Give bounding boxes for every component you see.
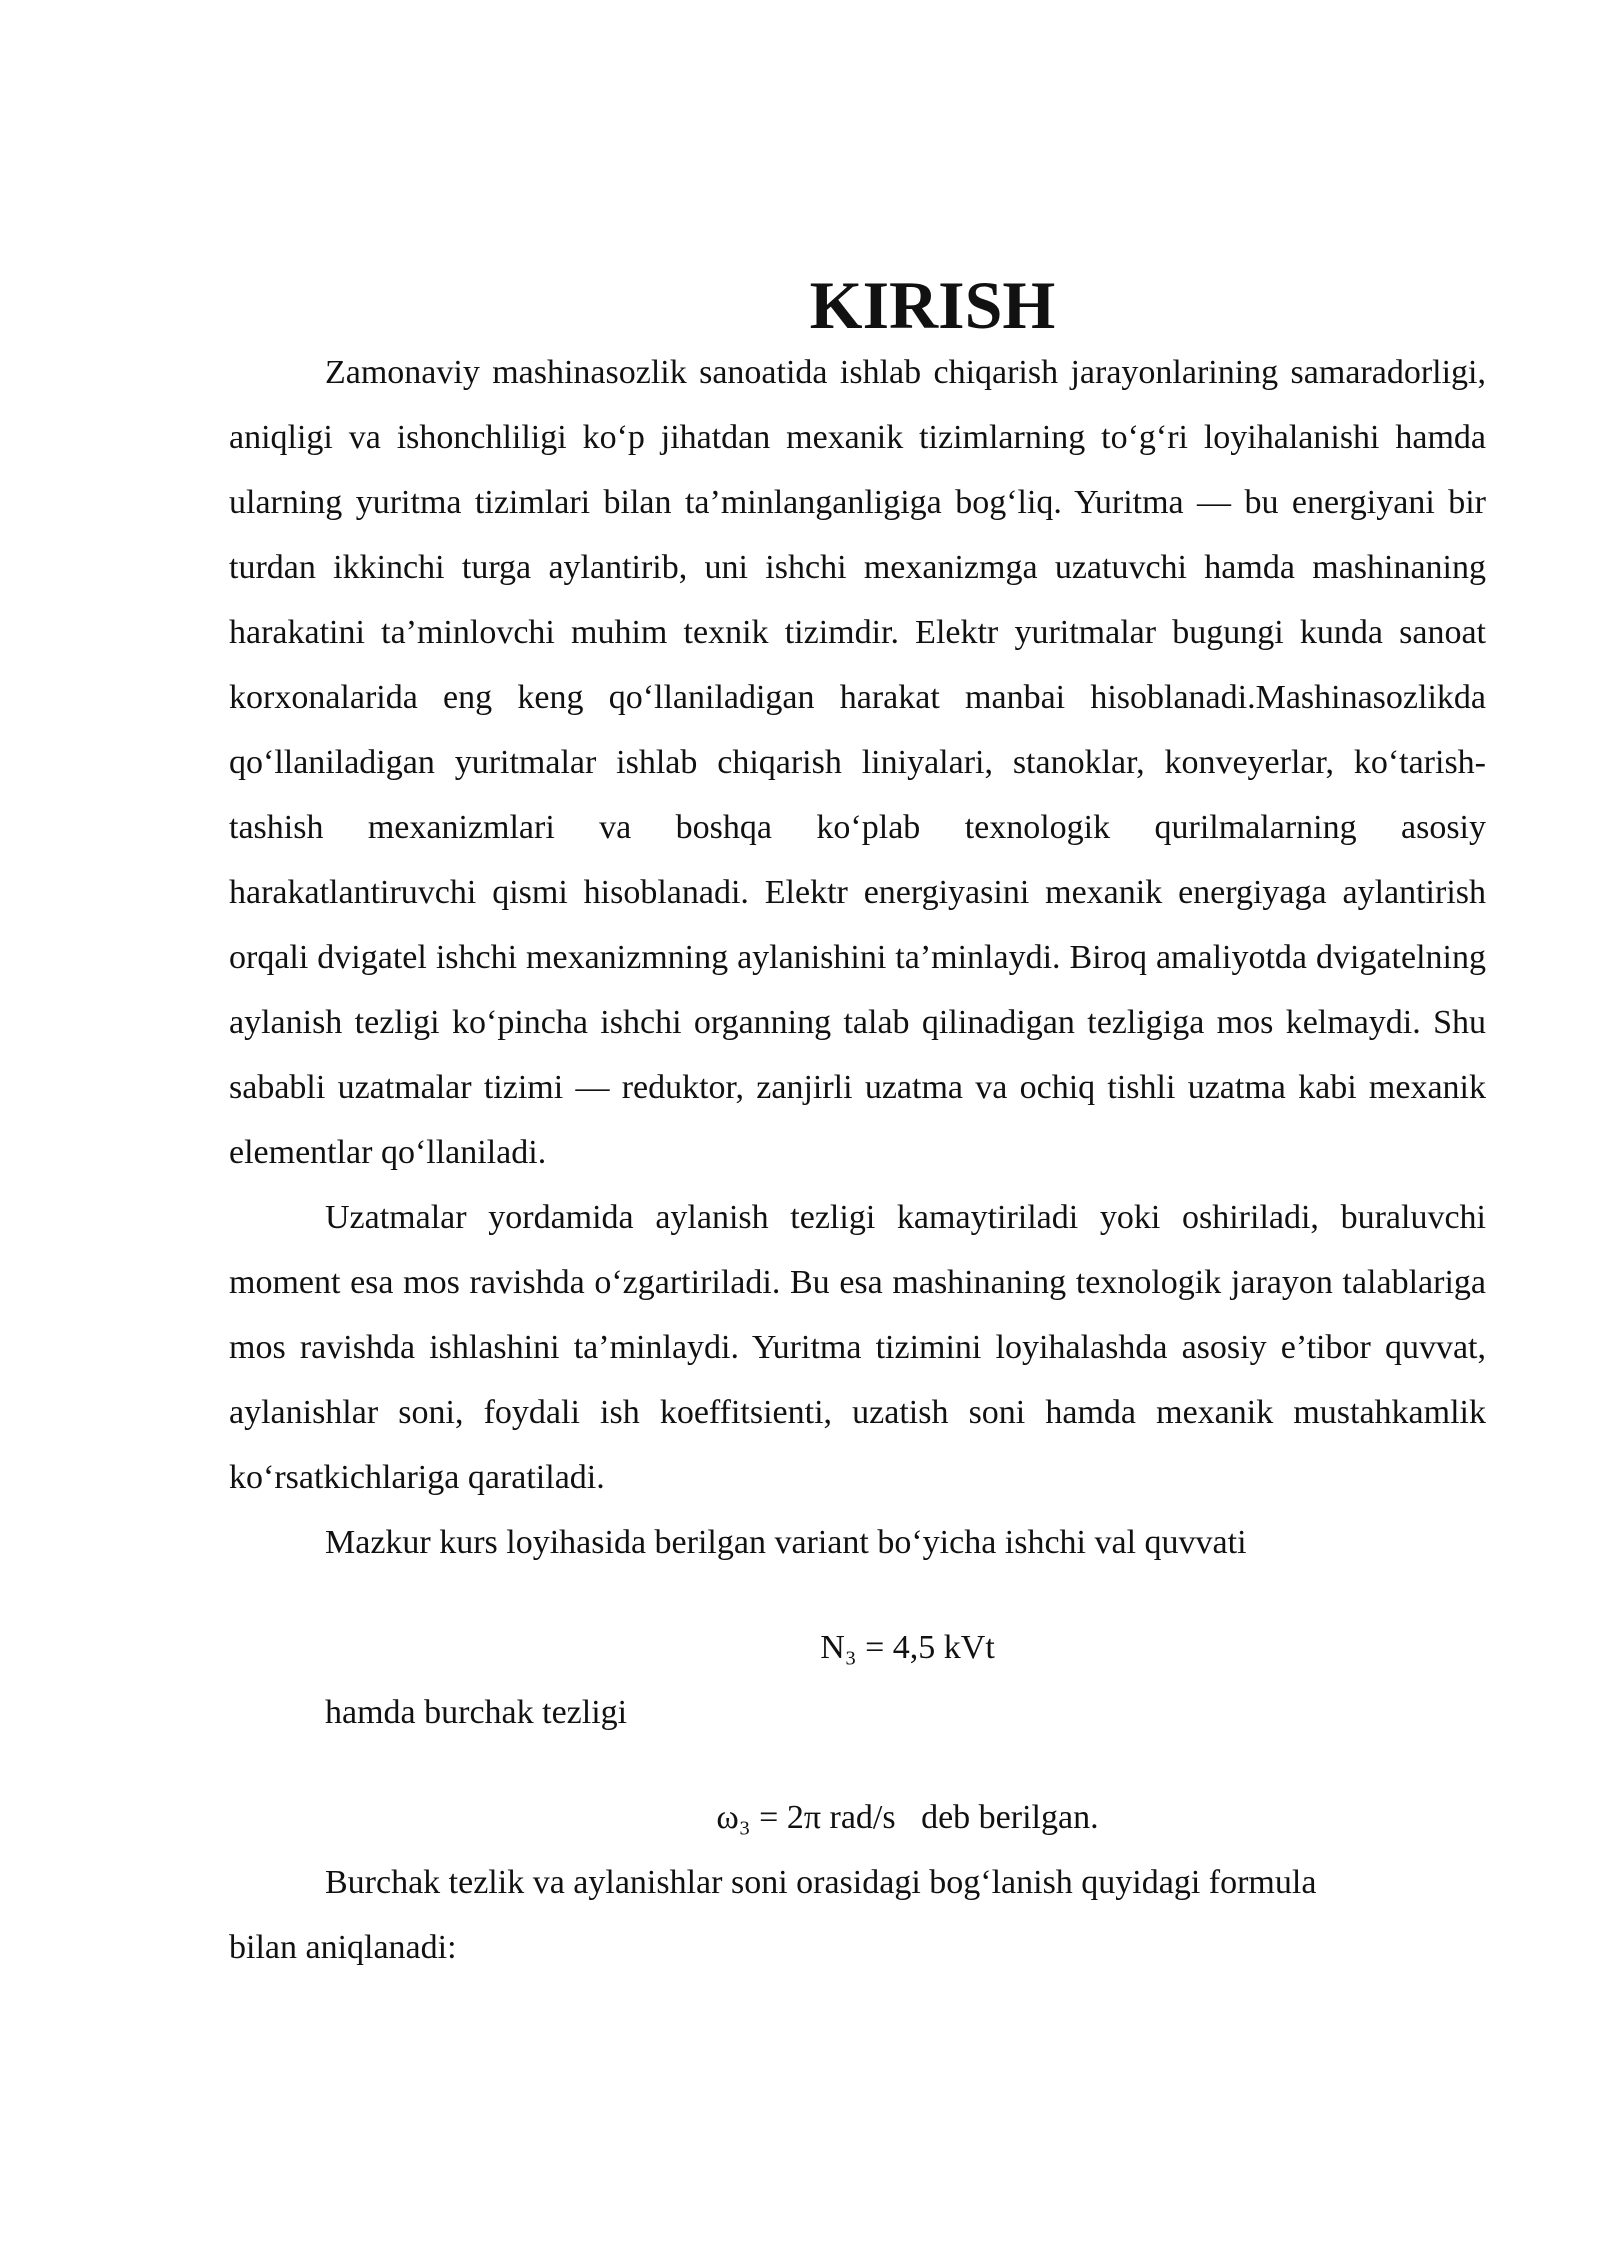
variant-paragraph: Mazkur kurs loyihasida berilgan variant bo‘yicha ishchi val quvvati [325, 1524, 1247, 1561]
relation-paragraph-line-1: Burchak tezlik va aylanishlar soni orasidagi bog‘lanish quyidagi formula [325, 1864, 1317, 1901]
transmission-paragraph: Uzatmalar yordamida aylanish tezligi kamaytiriladi yoki oshiriladi, buraluvchi moment esa mos ravishda o‘zgartiriladi. Bu esa mashinaning texnologik jarayon talablariga mos ravishda ishlashini ta’minlaydi. Yuritma tizimini loyihalashda asosiy e’tibor quvvat, aylanishlar soni, foydali ish koeffitsienti, uzatish soni hamda mexanik mustahkamlik ko‘rsatkichlariga qaratiladi. [229, 1199, 1486, 1496]
intro-paragraph: Zamonaviy mashinasozlik sanoatida ishlab chiqarish jarayonlarining samaradorligi, aniqligi va ishonchliligi ko‘p jihatdan mexanik tizimlarning to‘g‘ri loyihalanishi hamda ularning yuritma tizimlari bilan ta’minlanganligiga bog‘liq. Yuritma — bu energiyani bir turdan ikkinchi turga aylantirib, uni ishchi mexanizmga uzatuvchi hamda mashinaning harakatini ta’minlovchi muhim texnik tizimdir. Elektr yuritmalar bugungi kunda sanoat korxonalarida eng keng qo‘llaniladigan harakat manbai hisoblanadi.Mashinasozlikda qo‘llaniladigan yuritmalar ishlab chiqarish liniyalari, stanoklar, konveyerlar, ko‘tarish-tashish mexanizmlari va boshqa ko‘plab texnologik qurilmalarning asosiy harakatlantiruvchi qismi hisoblanadi. Elektr energiyasini mexanik energiyaga aylantirish orqali dvigatel ishchi mexanizmning aylanishini ta’minlaydi. Biroq amaliyotda dvigatelning aylanish tezligi ko‘pincha ishchi organning talab qilinadigan tezligiga mos kelmaydi. Shu sababli uzatmalar tizimi — reduktor, zanjirli uzatma va ochiq tishli uzatma kabi mexanik elementlar qo‘llaniladi. [229, 354, 1486, 1171]
omega-formula: ω₃ = 2π rad/s deb berilgan. [716, 1799, 1099, 1836]
document-page [229, 267, 1486, 1980]
power-formula: N₃ = 4,5 kVt [820, 1629, 995, 1666]
relation-paragraph-line-2: bilan aniqlanadi: [229, 1929, 457, 1966]
section-title: KIRISH [809, 267, 1056, 343]
spacer [229, 1745, 1486, 1785]
angular-speed-paragraph: hamda burchak tezligi [325, 1694, 628, 1731]
spacer [229, 1575, 1486, 1615]
